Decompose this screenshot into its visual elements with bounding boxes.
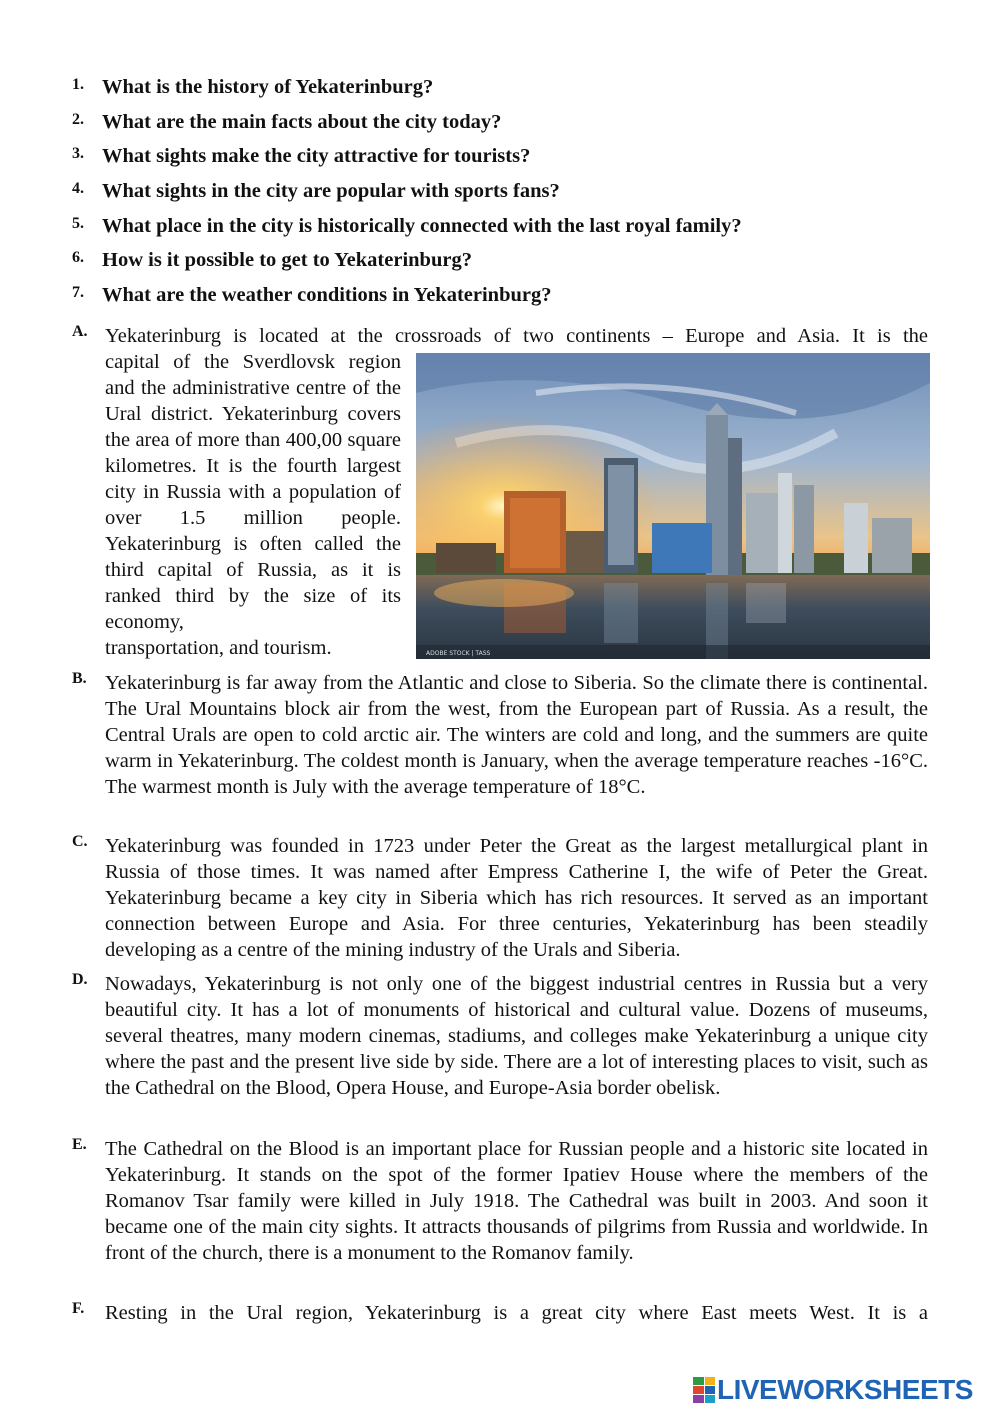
question-text: What is the history of Yekaterinburg? — [102, 76, 434, 98]
question-item — [72, 280, 932, 315]
question-item — [72, 245, 932, 280]
question-text: What are the main facts about the city today? — [102, 110, 502, 133]
paragraph-text: The Cathedral on the Blood is an important place for Russian people and a historic site located in Yekaterinburg. It stands on the spot of the former Ipatiev House where the members of the Romanov Tsar family were killed in July 1918. The Cathedral was built in 2003. And soon it became one of the main city sights. It attracts thousands of pilgrims from Russia and worldwide. In front of the church, there is a monument to the Romanov family. — [105, 1138, 928, 1264]
skyline-illustration — [416, 353, 930, 659]
question-item — [72, 72, 932, 107]
question-item — [72, 107, 932, 142]
question-list — [72, 72, 932, 315]
paragraph-letter: F. — [72, 1300, 85, 1317]
question-item — [72, 141, 932, 176]
question-item — [72, 211, 932, 246]
logo-square — [705, 1386, 716, 1394]
logo-square — [705, 1395, 716, 1403]
logo-mark-icon — [693, 1377, 715, 1403]
paragraph-text: Yekaterinburg is far away from the Atlantic and close to Siberia. So the climate there is continental. The Ural Mountains block air from the west, from the European part of Russia. As a result, the Central Urals are open to cold arctic air. The winters are cold and long, and the summers are quite warm in Yekaterinburg. The coldest month is January, when the average temperature reaches -16°C. The warmest month is July with the average temperature of 18°C. — [105, 672, 928, 798]
paragraph-b — [72, 670, 928, 800]
logo-text: LIVEWORKSHEETS — [717, 1374, 973, 1405]
logo-square — [693, 1386, 704, 1394]
liveworksheets-logo[interactable] — [693, 1375, 973, 1405]
paragraph-text: Nowadays, Yekaterinburg is not only one of the biggest industrial centres in Russia but a very beautiful city. It has a lot of monuments of historical and cultural value. Dozens of museums, several theatres, many modern cinemas, stadiums, and colleges make Yekaterinburg a unique city where the past and the present live side by side. There are a lot of interesting places to visit, such as the Cathedral on the Blood, Opera House, and Europe-Asia border obelisk. — [105, 973, 928, 1099]
logo-square — [693, 1377, 704, 1385]
city-skyline-photo — [416, 353, 930, 659]
question-text: How is it possible to get to Yekaterinburg? — [102, 249, 472, 272]
question-number: 1. — [72, 76, 84, 93]
question-number: 2. — [72, 110, 84, 128]
question-text: What are the weather conditions in Yekaterinburg? — [102, 284, 552, 307]
paragraph-letter: E. — [72, 1136, 87, 1153]
question-item — [72, 176, 932, 211]
paragraph-c — [72, 833, 928, 963]
question-number: 3. — [72, 145, 84, 163]
question-number: 4. — [72, 180, 84, 198]
paragraph-letter: D. — [72, 971, 88, 988]
paragraph-e — [72, 1136, 928, 1266]
question-number: 5. — [72, 214, 84, 232]
paragraph-a-side-text — [105, 349, 401, 661]
question-text: What place in the city is historically connected with the last royal family? — [102, 214, 742, 237]
paragraph-letter: A. — [72, 323, 88, 340]
paragraph-a-last-line: transportation, and tourism. — [105, 637, 332, 659]
paragraph-d — [72, 971, 928, 1101]
paragraph-text: Yekaterinburg was founded in 1723 under Peter the Great as the largest metallurgical plant in Russia of those times. It was named after Empress Catherine I, the wife of Peter the Great. Yekaterinburg became a key city in Siberia which has rich resources. It served as an important connection between Europe and Asia. For three centuries, Yekaterinburg has been steadily developing as a centre of the mining industry of the Urals and Siberia. — [105, 835, 928, 961]
question-text: What sights make the city attractive for tourists? — [102, 145, 531, 168]
paragraph-letter: C. — [72, 833, 88, 850]
logo-square — [693, 1395, 704, 1403]
paragraph-a-first-line: Yekaterinburg is located at the crossroads of two continents – Europe and Asia. It is the — [105, 325, 928, 347]
question-number: 7. — [72, 284, 84, 302]
photo-credit: ADOBE STOCK | TASS — [426, 650, 491, 657]
paragraph-f — [72, 1300, 928, 1326]
question-text: What sights in the city are popular with sports fans? — [102, 180, 560, 203]
question-number: 6. — [72, 249, 84, 267]
paragraph-letter: B. — [72, 670, 87, 687]
paragraph-a-body: capital of the Sverdlovsk region and the administrative centre of the Ural district. Yekaterinburg covers the area of more than 400,00 square kilometres. It is the fourth largest city in Russia with a population of over 1.5 million people. Yekaterinburg is often called the third capital of Russia, as it is ranked third by the size of its economy, — [105, 351, 401, 633]
paragraph-text: Resting in the Ural region, Yekaterinburg is a great city where East meets West. It is a — [105, 1302, 928, 1324]
logo-square — [705, 1377, 716, 1385]
